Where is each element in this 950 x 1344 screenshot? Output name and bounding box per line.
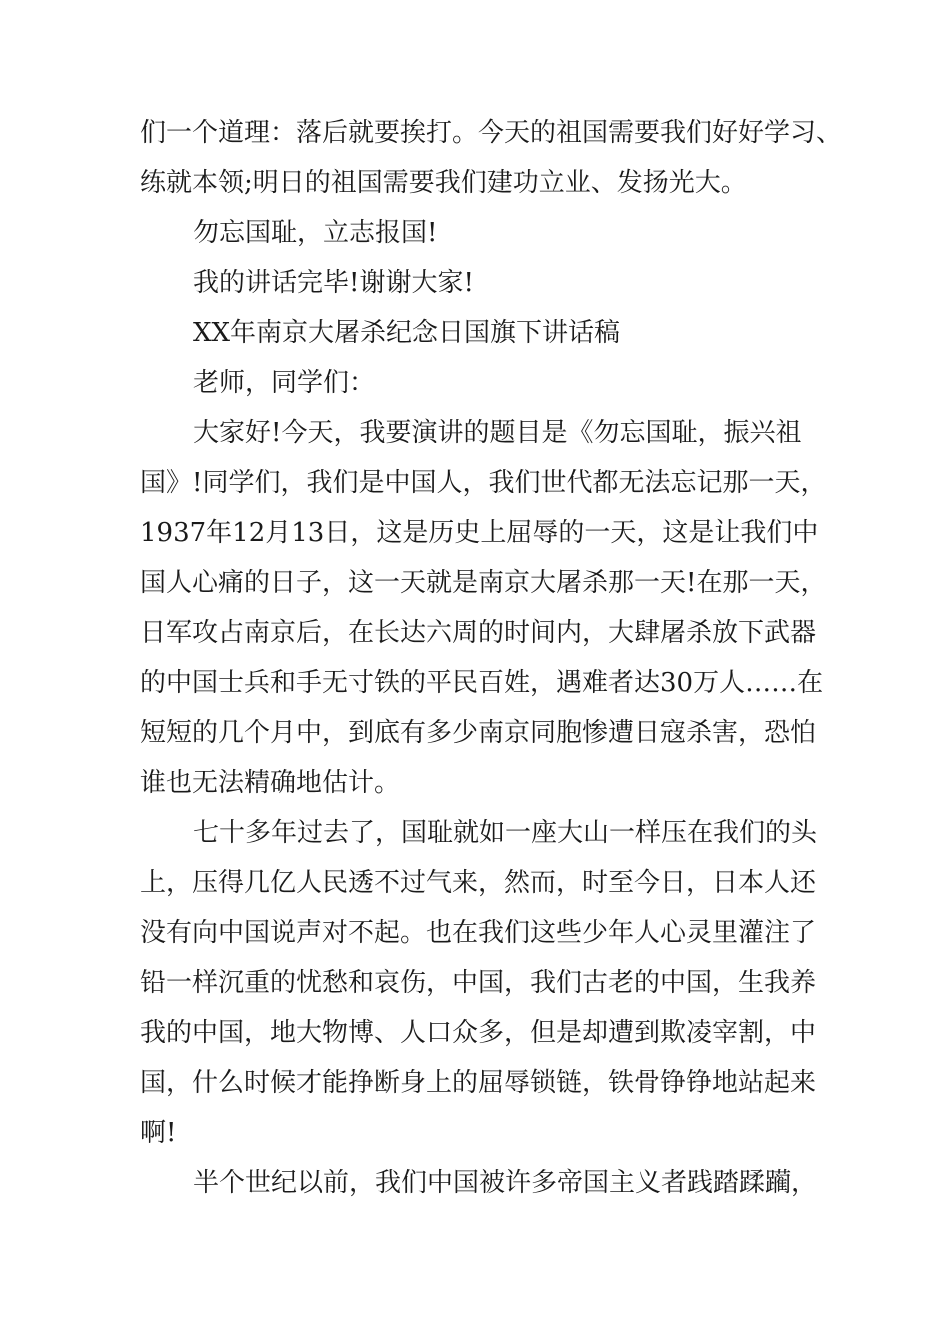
text-line: 国，什么时候才能挣断身上的屈辱锁链，铁骨铮铮地站起来: [140, 1068, 817, 1098]
text-line: 国人心痛的日子，这一天就是南京大屠杀那一天!在那一天，: [140, 568, 827, 598]
text-line: 国》!同学们，我们是中国人，我们世代都无法忘记那一天，: [140, 468, 827, 498]
document-heading: XX年南京大屠杀纪念日国旗下讲话稿: [193, 318, 621, 348]
text-line: 1937年12月13日，这是历史上屈辱的一天，这是让我们中: [140, 518, 819, 548]
text-line: 我的讲话完毕!谢谢大家!: [193, 268, 474, 298]
text-line: 七十多年过去了，国耻就如一座大山一样压在我们的头: [193, 818, 818, 848]
text-line: 啊!: [140, 1118, 177, 1148]
salutation: 老师，同学们：: [193, 368, 376, 398]
text-line: 我的中国，地大物博、人口众多，但是却遭到欺凌宰割，中: [140, 1018, 817, 1048]
text-line: 短短的几个月中，到底有多少南京同胞惨遭日寇杀害，恐怕: [140, 718, 817, 748]
text-line: 铅一样沉重的忧愁和哀伤，中国，我们古老的中国，生我养: [140, 968, 817, 998]
text-line: 上，压得几亿人民透不过气来，然而，时至今日，日本人还: [140, 868, 817, 898]
text-line: 们一个道理：落后就要挨打。今天的祖国需要我们好好学习、: [140, 118, 843, 148]
text-line: 勿忘国耻，立志报国!: [193, 218, 438, 248]
text-line: 日军攻占南京后，在长达六周的时间内，大肆屠杀放下武器: [140, 618, 817, 648]
text-line: 大家好!今天，我要演讲的题目是《勿忘国耻，振兴祖: [193, 418, 802, 448]
text-line: 练就本领;明日的祖国需要我们建功立业、发扬光大。: [140, 168, 747, 198]
text-line: 的中国士兵和手无寸铁的平民百姓，遇难者达30万人……在: [140, 668, 824, 698]
text-line: 谁也无法精确地估计。: [140, 768, 401, 798]
text-line: 没有向中国说声对不起。也在我们这些少年人心灵里灌注了: [140, 918, 817, 948]
text-line: 半个世纪以前，我们中国被许多帝国主义者践踏蹂躏，: [193, 1168, 818, 1198]
